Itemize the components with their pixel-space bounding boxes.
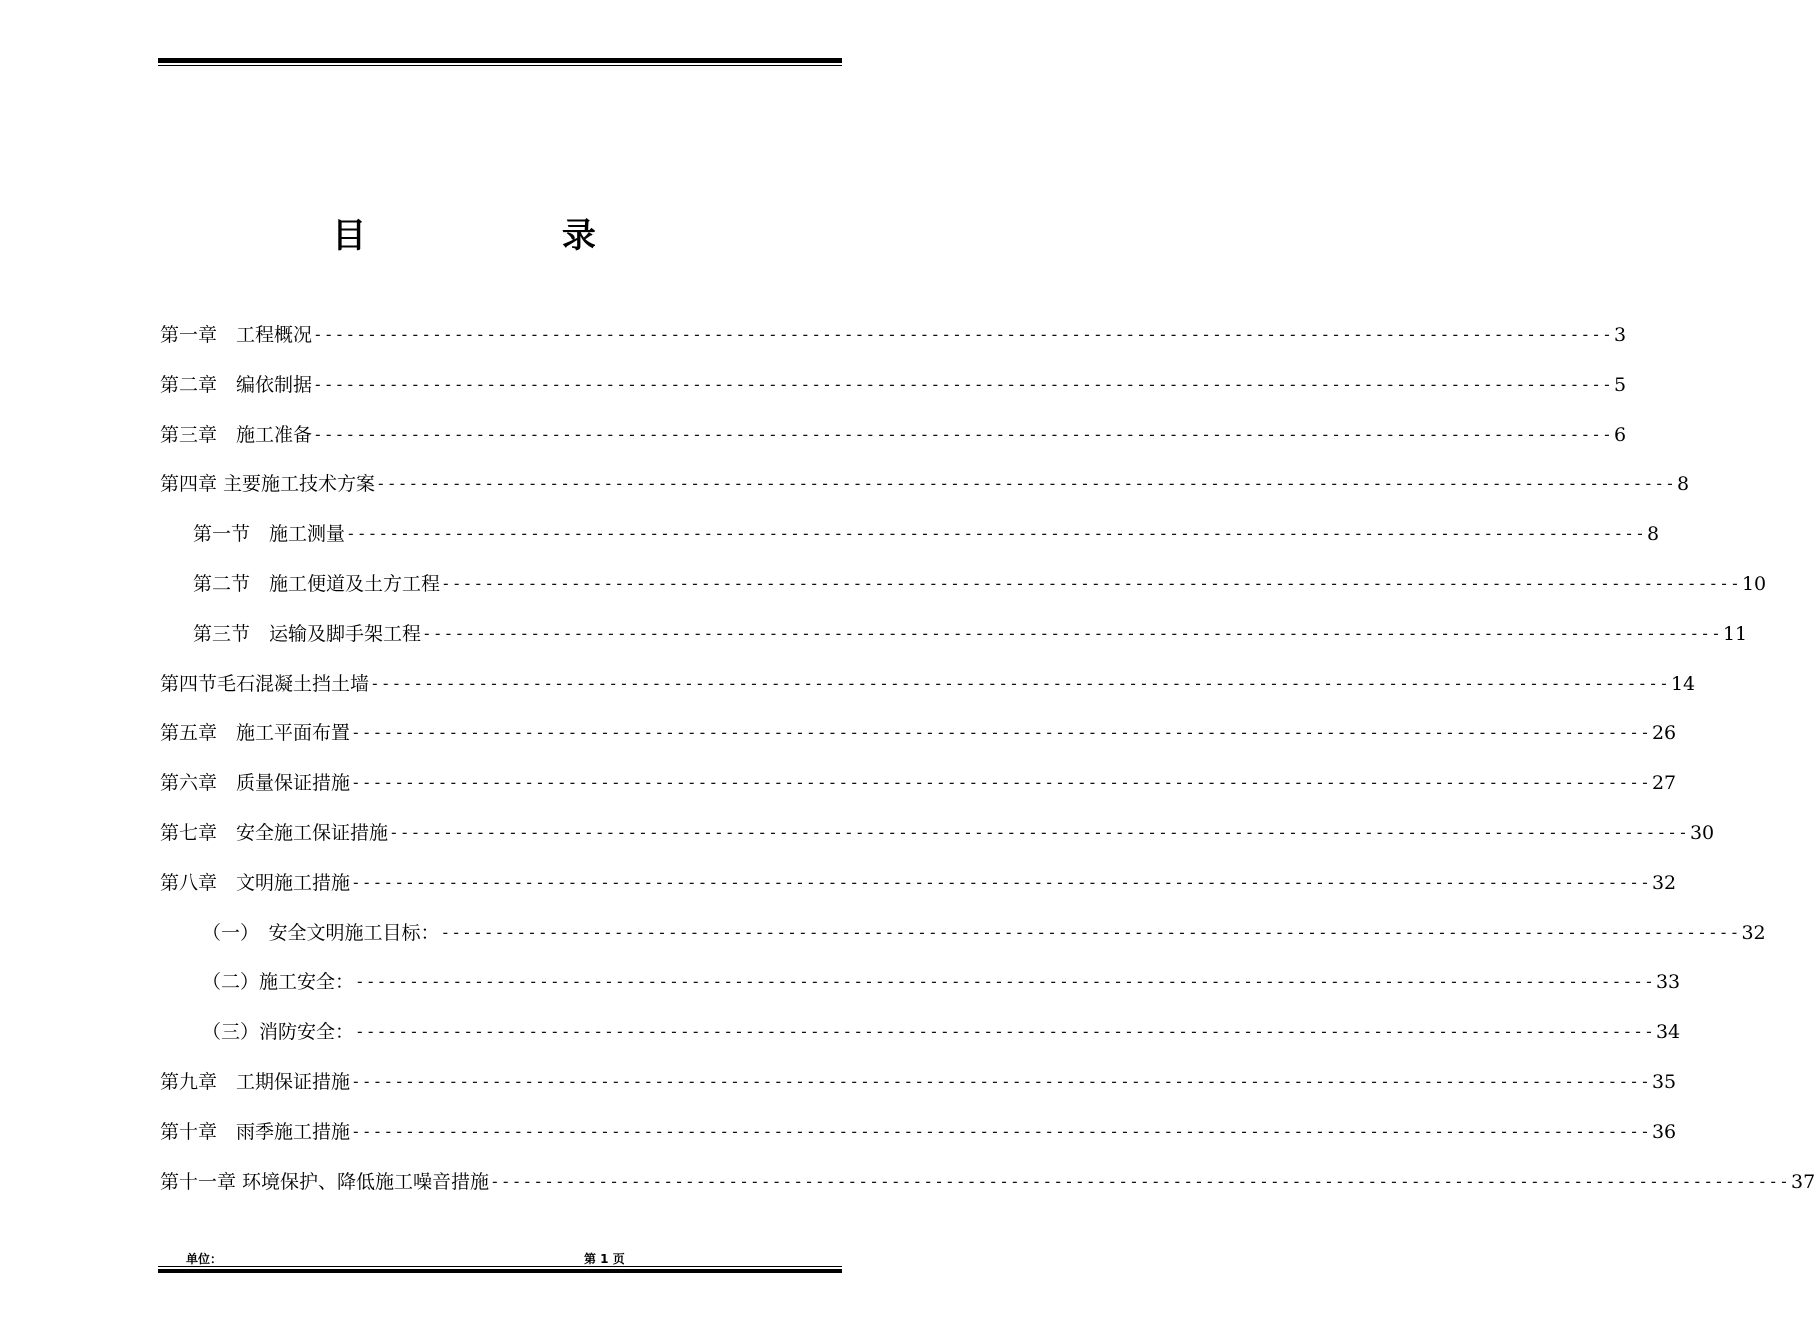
toc-entry-label: （三）消防安全： xyxy=(202,1021,355,1044)
toc-entry-label: 第七章 安全施工保证措施 xyxy=(160,822,389,844)
toc-entry-page: 30 xyxy=(1689,822,1715,844)
toc-entry[interactable] xyxy=(160,346,1627,396)
toc-leader: ------------------------------------------------------------------------------------------------------------------------ xyxy=(490,1171,1790,1191)
toc-entry-label: 第二章 编依制据 xyxy=(160,373,313,396)
toc-entry-label: 第四节毛石混凝土挡土墙 xyxy=(160,672,370,695)
toc-entry[interactable] xyxy=(160,1143,1815,1193)
toc-entry[interactable] xyxy=(160,396,1627,446)
toc-entry[interactable] xyxy=(160,545,1767,595)
page-title: 目 录 xyxy=(332,216,688,256)
toc-leader: ------------------------------------------------------------------------------------------------------------------------ xyxy=(355,1022,1655,1042)
toc-entry-page: 10 xyxy=(1741,573,1767,595)
toc-leader: ------------------------------------------------------------------------------------------------------------------------ xyxy=(370,673,1670,693)
toc-entry-page: 6 xyxy=(1613,423,1627,446)
toc-entry-label: （二）施工安全： xyxy=(202,971,355,994)
toc-entry-label: 第三节 运输及脚手架工程 xyxy=(193,622,422,645)
toc-leader: ------------------------------------------------------------------------------------------------------------------------ xyxy=(389,823,1689,842)
toc-leader: ------------------------------------------------------------------------------------------------------------------------ xyxy=(422,623,1722,643)
toc-entry-page: 3 xyxy=(1613,324,1627,346)
toc-entry-label: 第一章 工程概况 xyxy=(160,324,313,346)
toc-entry-label: 第八章 文明施工措施 xyxy=(160,871,351,894)
toc-leader: ------------------------------------------------------------------------------------------------------------------------ xyxy=(351,1121,1651,1141)
toc-leader: ------------------------------------------------------------------------------------------------------------------------ xyxy=(346,524,1646,544)
footer-page-number: 第 1 页 xyxy=(584,1252,625,1266)
toc-entry-label: 第五章 施工平面布置 xyxy=(160,722,351,745)
toc-entry-label: 第九章 工期保证措施 xyxy=(160,1071,351,1093)
toc-entry-page: 32 xyxy=(1651,871,1677,894)
toc-entry-page: 8 xyxy=(1646,523,1660,546)
toc-leader: ------------------------------------------------------------------------------------------------------------------------ xyxy=(351,723,1651,743)
toc-entry-label: 第六章 质量保证措施 xyxy=(160,772,351,795)
toc-entry[interactable] xyxy=(160,1043,1677,1093)
toc-entry[interactable] xyxy=(160,844,1677,894)
toc-entry[interactable] xyxy=(160,694,1677,745)
toc-entry[interactable] xyxy=(160,445,1690,496)
toc-entry[interactable] xyxy=(160,595,1748,645)
header-rule xyxy=(158,58,842,63)
toc-leader: ------------------------------------------------------------------------------------------------------------------------ xyxy=(351,1072,1651,1091)
toc-leader: ------------------------------------------------------------------------------------------------------------------------ xyxy=(440,922,1741,942)
footer-rule-thin xyxy=(158,1266,842,1267)
toc-leader: ------------------------------------------------------------------------------------------------------------------------ xyxy=(313,325,1613,344)
toc-entry[interactable] xyxy=(160,943,1681,994)
toc-entry-page: 33 xyxy=(1655,971,1681,994)
toc-entry[interactable] xyxy=(160,495,1660,546)
page-footer xyxy=(158,1246,842,1266)
toc-entry-page: 32 xyxy=(1741,921,1766,944)
toc-entry-label: 第十章 雨季施工措施 xyxy=(160,1120,351,1143)
toc-entry[interactable] xyxy=(160,894,1766,944)
toc-entry[interactable] xyxy=(160,296,1627,346)
toc-entry-page: 37 xyxy=(1790,1170,1815,1193)
toc-entry-label: （一） 安全文明施工目标： xyxy=(202,921,440,944)
toc-entry-label: 第四章 主要施工技术方案 xyxy=(160,473,376,496)
toc-leader: ------------------------------------------------------------------------------------------------------------------------ xyxy=(313,374,1613,394)
toc-entry[interactable] xyxy=(160,645,1696,695)
toc-leader: ------------------------------------------------------------------------------------------------------------------------ xyxy=(376,474,1676,494)
toc-entry-page: 11 xyxy=(1722,622,1748,645)
toc-entry-label: 第三章 施工准备 xyxy=(160,423,313,446)
toc-entry[interactable] xyxy=(160,1093,1677,1143)
toc-entry[interactable] xyxy=(160,794,1715,844)
toc-entry[interactable] xyxy=(160,993,1681,1044)
toc-leader: ------------------------------------------------------------------------------------------------------------------------ xyxy=(351,872,1651,892)
toc-entry-label: 第二节 施工便道及土方工程 xyxy=(193,573,441,595)
toc-entry[interactable] xyxy=(160,744,1677,795)
toc-entry-page: 5 xyxy=(1613,373,1627,396)
footer-unit-label: 单位： xyxy=(186,1252,223,1266)
toc-entry-page: 34 xyxy=(1655,1021,1681,1044)
toc-entry-page: 27 xyxy=(1651,772,1677,795)
toc-entry-page: 8 xyxy=(1676,473,1690,496)
toc-leader: ------------------------------------------------------------------------------------------------------------------------ xyxy=(355,972,1655,992)
toc-entry-page: 14 xyxy=(1670,672,1696,695)
toc-leader: ------------------------------------------------------------------------------------------------------------------------ xyxy=(313,424,1613,444)
toc-leader: ------------------------------------------------------------------------------------------------------------------------ xyxy=(351,773,1651,793)
toc-entry-page: 26 xyxy=(1651,722,1677,745)
toc-entry-label: 第十一章 环境保护、降低施工噪音措施 xyxy=(160,1170,490,1193)
toc-leader: ------------------------------------------------------------------------------------------------------------------------ xyxy=(441,574,1741,593)
footer-rule xyxy=(158,1269,842,1273)
header-rule-thin xyxy=(158,65,842,66)
toc-entry-page: 36 xyxy=(1651,1120,1677,1143)
toc-entry-page: 35 xyxy=(1651,1071,1677,1093)
toc-entry-label: 第一节 施工测量 xyxy=(193,523,346,546)
